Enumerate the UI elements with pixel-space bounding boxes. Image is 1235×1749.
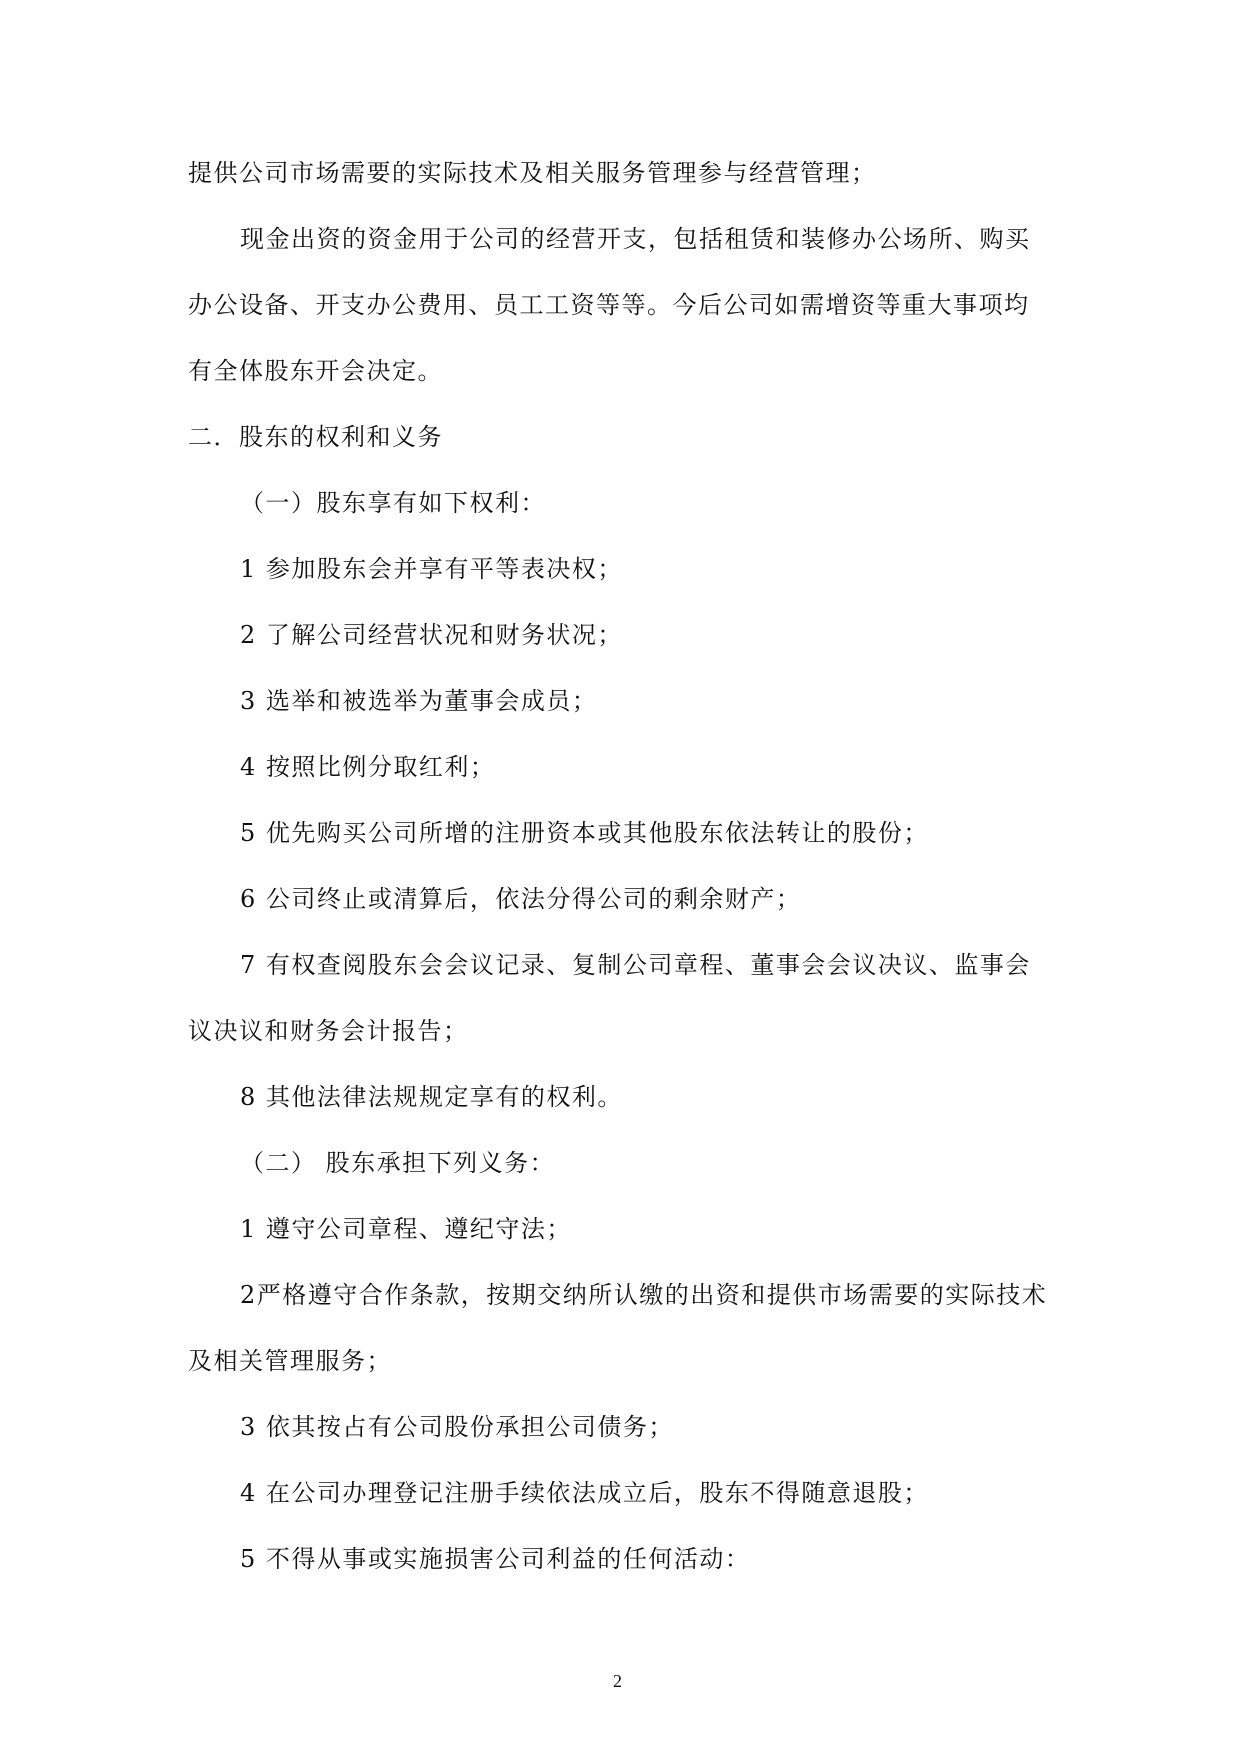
obligation-item-2: 2严格遵守合作条款，按期交纳所认缴的出资和提供市场需要的实际技术及相关管理服务； xyxy=(188,1281,1048,1375)
right-item-1: 1 参加股东会并享有平等表决权； xyxy=(240,555,623,583)
obligation-item-1: 1 遵守公司章程、遵纪守法； xyxy=(240,1215,572,1243)
right-item-4: 4 按照比例分取红利； xyxy=(240,753,496,781)
obligation-item-5: 5 不得从事或实施损害公司利益的任何活动： xyxy=(240,1545,751,1573)
document-body xyxy=(188,140,1053,1592)
obligation-item-4: 4 在公司办理登记注册手续依法成立后，股东不得随意退股； xyxy=(240,1479,929,1507)
page-number: 2 xyxy=(613,1671,622,1691)
right-item-7: 7 有权查阅股东会会议记录、复制公司章程、董事会会议决议、监事会议决议和财务会计报告； xyxy=(188,951,1031,1045)
obligation-item-3: 3 依其按占有公司股份承担公司债务； xyxy=(240,1413,674,1441)
section-heading: 二．股东的权利和义务 xyxy=(188,423,443,451)
right-item-8: 8 其他法律法规规定享有的权利。 xyxy=(240,1083,623,1111)
subsection-heading-rights: （一）股东享有如下权利： xyxy=(240,489,546,517)
right-item-6: 6 公司终止或清算后，依法分得公司的剩余财产； xyxy=(240,885,802,913)
right-item-5: 5 优先购买公司所增的注册资本或其他股东依法转让的股份； xyxy=(240,819,929,847)
right-item-3: 3 选举和被选举为董事会成员； xyxy=(240,687,598,715)
paragraph-2: 现金出资的资金用于公司的经营开支，包括租赁和装修办公场所、购买办公设备、开支办公费用、员工工资等等。今后公司如需增资等重大事项均有全体股东开会决定。 xyxy=(188,225,1031,385)
paragraph-1: 提供公司市场需要的实际技术及相关服务管理参与经营管理； xyxy=(188,159,877,187)
subsection-heading-obligations: （二） 股东承担下列义务： xyxy=(240,1149,556,1177)
right-item-2: 2 了解公司经营状况和财务状况； xyxy=(240,621,623,649)
